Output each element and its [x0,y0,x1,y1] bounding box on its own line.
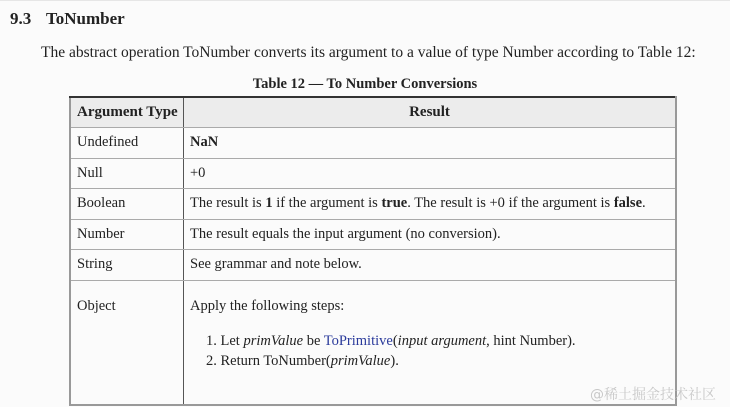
toprimitive-link[interactable]: ToPrimitive [323,332,393,349]
header-argument-type: Argument Type [70,97,184,128]
section-heading [10,9,125,29]
row-result: The result equals the input argument (no conversion). [184,219,677,250]
watermark: @稀土掘金技术社区 [590,387,716,403]
top-divider [0,0,730,1]
section-title: ToNumber [45,9,125,28]
table-row [70,219,676,250]
table-row [70,280,676,405]
header-result: Result [184,97,677,128]
row-type: Object [70,280,184,405]
steps-intro: Apply the following steps: [190,297,345,314]
row-type: Null [70,158,184,189]
row-type: String [70,250,184,281]
section-number: 9.3 [10,9,32,28]
row-result: The result is 1 if the argument is true. The result is +0 if the argument is false. [184,189,677,220]
step-item: 1. Let primValue be ToPrimitive(input argument, hint Number). [206,332,576,349]
steps-list [206,331,675,371]
row-type: Number [70,219,184,250]
step-item: 2. Return ToNumber(primValue). [206,352,399,369]
row-result: +0 [184,158,677,189]
row-type: Undefined [70,128,184,159]
table-row [70,189,676,220]
table-row [70,250,676,281]
table-row [70,128,676,159]
table-row [70,158,676,189]
row-type: Boolean [70,189,184,220]
intro-paragraph: The abstract operation ToNumber converts its argument to a value of type Number according to Table 12: [41,44,696,61]
table-header-row [70,97,676,128]
table-caption: Table 12 — To Number Conversions [252,76,478,92]
row-result: NaN [184,128,677,159]
conversion-table [69,96,677,406]
row-result: See grammar and note below. [184,250,677,281]
